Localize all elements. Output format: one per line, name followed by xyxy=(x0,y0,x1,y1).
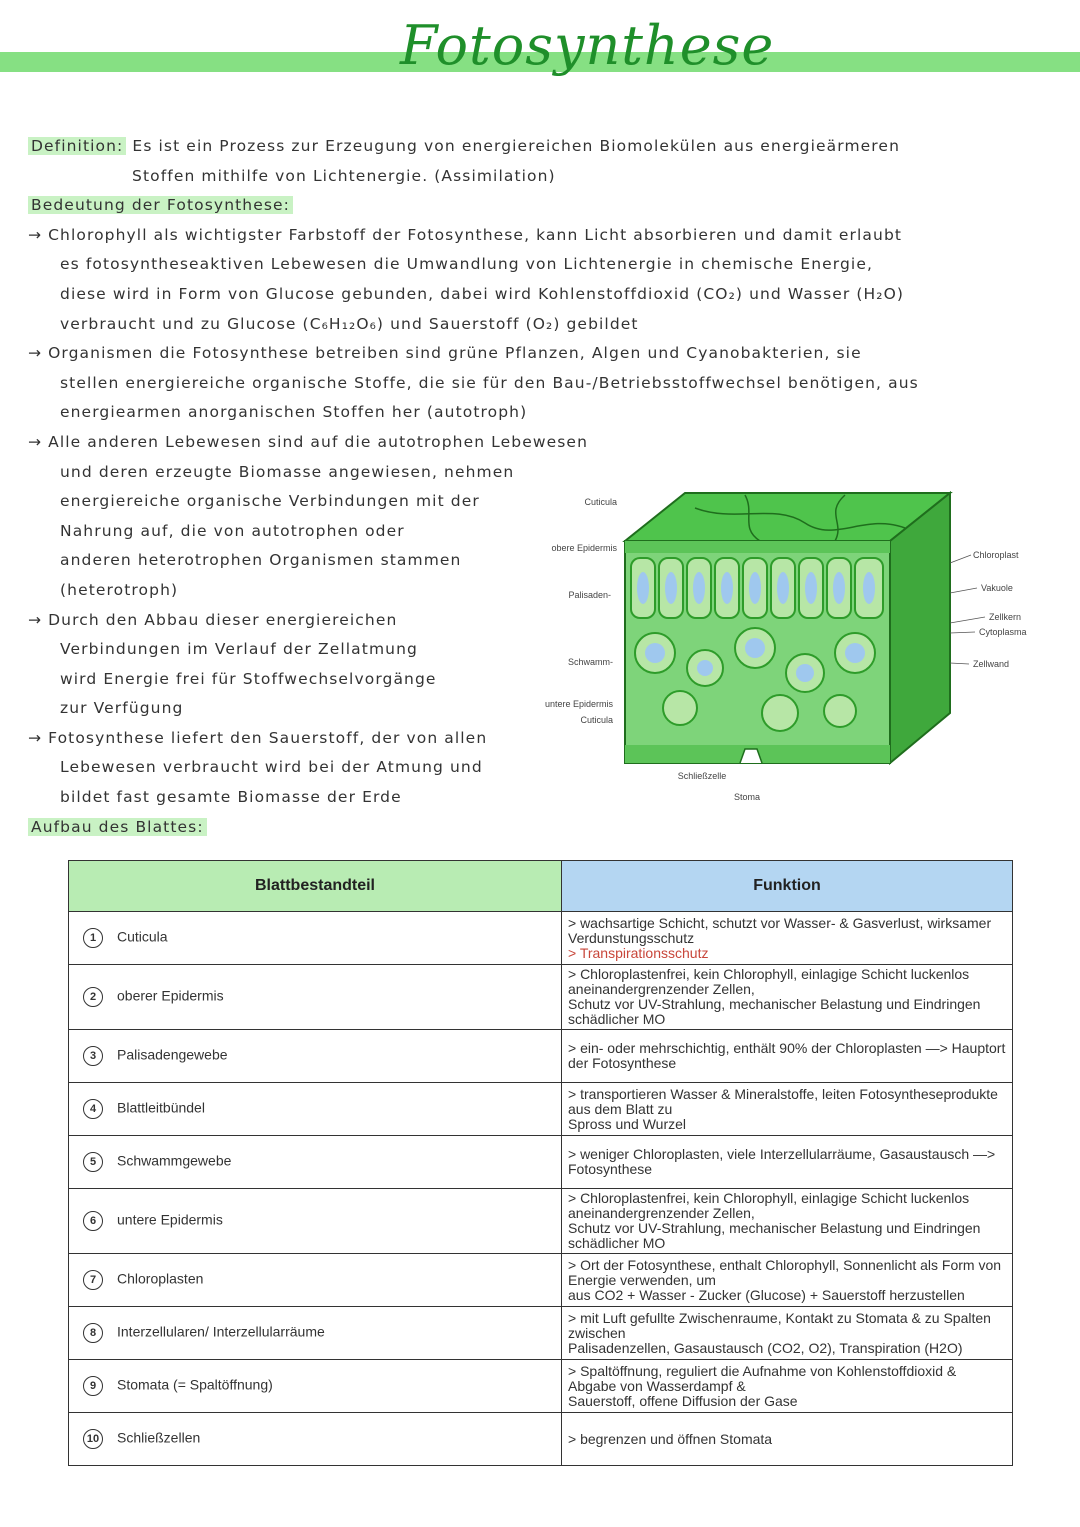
importance-line: → Fotosynthese liefert den Sauerstoff, der von allen xyxy=(28,728,488,747)
definition-label: Definition: xyxy=(28,137,126,155)
definition-text-1: Es ist ein Prozess zur Erzeugung von energiereichen Biomolekülen aus energieärmeren xyxy=(132,137,900,155)
upper-epidermis-layer xyxy=(625,541,890,553)
importance-line: stellen energiereiche organische Stoffe, die sie für den Bau-/Betriebsstoffwechsel benötigen, aus xyxy=(60,373,919,392)
function-text: > weniger Chloroplasten, viele Interzellularräume, Gasaustausch —> Fotosynthese xyxy=(568,1146,996,1177)
function-text: > Chloroplastenfrei, kein Chlorophyll, einlagige Schicht luckenlos aneinandergrenzender Zellen, xyxy=(568,1190,970,1221)
importance-line: wird Energie frei für Stoffwechselvorgänge xyxy=(60,669,437,688)
part-name: Chloroplasten xyxy=(117,1270,204,1287)
importance-line: Verbindungen im Verlauf der Zellatmung xyxy=(60,640,418,659)
header-part: Blattbestandteil xyxy=(69,861,562,912)
function-text-2: aus CO2 + Wasser - Zucker (Glucose) + Sauerstoff herzustellen xyxy=(568,1286,965,1303)
header-function: Funktion xyxy=(562,861,1013,912)
importance-line: verbraucht und zu Glucose (C₆H₁₂O₆) und Sauerstoff (O₂) gebildet xyxy=(60,314,639,333)
label-nucleus: Zellkern xyxy=(989,612,1022,622)
label-cell-wall: Zellwand xyxy=(973,659,1010,669)
function-text-2: Sauerstoff, offene Diffusion der Gase xyxy=(568,1392,798,1409)
part-name: Cuticula xyxy=(117,928,168,945)
table-row xyxy=(69,1030,1013,1083)
row-number: 1 xyxy=(83,928,103,948)
function-text: > transportieren Wasser & Mineralstoffe, leiten Fotosyntheseprodukte aus dem Blatt zu xyxy=(568,1085,998,1117)
table-row xyxy=(69,1083,1013,1136)
importance-line: zur Verfügung xyxy=(60,699,184,718)
importance-heading: Bedeutung der Fotosynthese: xyxy=(28,196,293,214)
part-name: untere Epidermis xyxy=(117,1211,223,1228)
part-name: Schwammgewebe xyxy=(117,1152,232,1169)
table-row xyxy=(69,1254,1013,1307)
page-title: Fotosynthese xyxy=(400,14,775,77)
part-name: Blattleitbündel xyxy=(117,1099,205,1116)
importance-line: energiereiche organische Verbindungen mit der xyxy=(60,492,480,511)
definition-line-2: Stoffen mithilfe von Lichtenergie. (Assimilation) xyxy=(132,166,556,185)
row-number: 4 xyxy=(83,1099,103,1119)
importance-line: energiearmen anorganischen Stoffen her (autotroph) xyxy=(60,403,528,422)
label-upper-epidermis: obere Epidermis xyxy=(551,543,617,553)
leaf-side-surface xyxy=(890,493,950,763)
function-text: > begrenzen und öffnen Stomata xyxy=(568,1430,773,1447)
importance-line: → Alle anderen Lebewesen sind auf die autotrophen Lebewesen xyxy=(28,432,588,451)
row-number: 2 xyxy=(83,987,103,1007)
table-row xyxy=(69,1413,1013,1466)
row-number: 6 xyxy=(83,1211,103,1231)
part-name: Interzellularen/ Interzellularräume xyxy=(117,1323,325,1340)
part-name: Stomata (= Spaltöffnung) xyxy=(117,1376,273,1393)
function-text: > Chloroplastenfrei, kein Chlorophyll, einlagige Schicht luckenlos aneinandergrenzender Zellen, xyxy=(568,966,970,997)
label-cuticula-top: Cuticula xyxy=(584,497,617,507)
definition-line-1 xyxy=(28,132,1058,162)
importance-line: es fotosyntheseaktiven Lebewesen die Umwandlung von Lichtenergie in chemische Energie, xyxy=(60,255,874,274)
row-number: 5 xyxy=(83,1152,103,1172)
label-spongy: Schwamm- xyxy=(567,657,613,667)
row-number: 9 xyxy=(83,1376,103,1396)
importance-line: und deren erzeugte Biomasse angewiesen, nehmen xyxy=(60,462,515,481)
table-row xyxy=(69,1360,1013,1413)
part-name: Schließzellen xyxy=(117,1429,201,1446)
importance-line: → Durch den Abbau dieser energiereichen xyxy=(28,610,398,629)
label-palisade: Palisaden- xyxy=(568,590,611,600)
function-text: > Spaltöffnung, reguliert die Aufnahme von Kohlenstoffdioxid & Abgabe von Wasserdampf & xyxy=(568,1362,957,1394)
label-cuticula-bottom: Cuticula xyxy=(580,715,613,725)
importance-heading-line xyxy=(28,191,1058,221)
importance-line: Lebewesen verbraucht wird bei der Atmung und xyxy=(60,758,483,777)
function-text-2: Schutz vor UV-Strahlung, mechanischer Belastung und Eindringen schädlicher MO xyxy=(568,996,981,1027)
label-stoma: Stoma xyxy=(733,792,761,802)
importance-line: bildet fast gesamte Biomasse der Erde xyxy=(60,788,402,807)
function-text-2: > Transpirationsschutz xyxy=(568,944,709,961)
importance-line: → Organismen die Fotosynthese betreiben sind grüne Pflanzen, Algen und Cyanobakterien, sie xyxy=(28,344,862,363)
importance-line: (heterotroph) xyxy=(60,580,179,599)
table-row xyxy=(69,965,1013,1030)
importance-line: diese wird in Form von Glucose gebunden, dabei wird Kohlenstoffdioxid (CO₂) und Wasser (H₂O) xyxy=(60,284,905,303)
label-vacuole: Vakuole xyxy=(981,583,1013,593)
structure-heading: Aufbau des Blattes: xyxy=(28,818,207,836)
importance-line: → Chlorophyll als wichtigster Farbstoff der Fotosynthese, kann Licht absorbieren und damit erlaubt xyxy=(28,225,903,244)
part-name: Palisadengewebe xyxy=(117,1046,228,1063)
importance-line: Nahrung auf, die von autotrophen oder xyxy=(60,521,405,540)
label-lower-epidermis: untere Epidermis xyxy=(545,699,613,709)
row-number: 3 xyxy=(83,1046,103,1066)
row-number: 7 xyxy=(83,1270,103,1290)
table-header-row xyxy=(69,861,1013,912)
function-text: > Ort der Fotosynthese, enthalt Chlorophyll, Sonnenlicht als Form von Energie verwenden, um xyxy=(568,1256,1002,1288)
table-row xyxy=(69,1189,1013,1254)
row-number: 8 xyxy=(83,1323,103,1343)
leaf-cross-section-diagram xyxy=(545,463,1045,808)
label-guard-cell: Schließzelle xyxy=(677,771,727,781)
structure-heading-line xyxy=(28,813,1058,843)
function-text-2: Palisadenzellen, Gasaustausch (CO2, O2), Transpiration (H2O) xyxy=(568,1339,963,1356)
function-text: > wachsartige Schicht, schutzt vor Wasser- & Gasverlust, wirksamer Verdunstungsschutz xyxy=(568,914,992,946)
function-text-2: Spross und Wurzel xyxy=(568,1115,687,1132)
label-chloroplast: Chloroplast xyxy=(973,550,1019,560)
label-cytoplasm: Cytoplasma xyxy=(979,627,1027,637)
function-text-2: Schutz vor UV-Strahlung, mechanischer Belastung und Eindringen schädlicher MO xyxy=(568,1220,981,1251)
leaf-parts-table xyxy=(68,860,1013,1466)
function-text: > ein- oder mehrschichtig, enthält 90% der Chloroplasten —> Hauptort der Fotosynthese xyxy=(568,1040,1006,1071)
row-number: 10 xyxy=(83,1429,103,1449)
importance-line: anderen heterotrophen Organismen stammen xyxy=(60,551,462,570)
table-row xyxy=(69,1307,1013,1360)
part-name: oberer Epidermis xyxy=(117,987,224,1004)
table-row xyxy=(69,1136,1013,1189)
table-row xyxy=(69,912,1013,965)
palisade-layer xyxy=(631,558,883,618)
function-text: > mit Luft gefullte Zwischenraume, Kontakt zu Stomata & zu Spalten zwischen xyxy=(568,1309,991,1341)
